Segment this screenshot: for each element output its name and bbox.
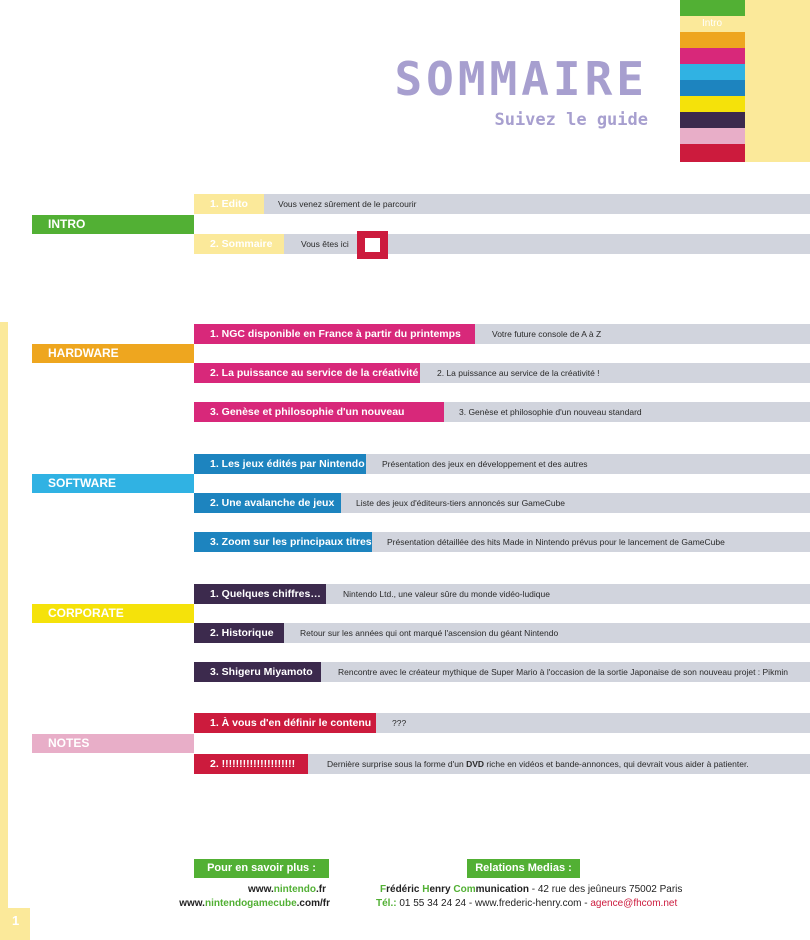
tab-software-2[interactable] [680,80,745,96]
email-link[interactable]: agence@fhcom.net [590,898,678,909]
intro-item-desc: Vous venez sûrement de le parcourir [278,199,417,209]
corporate-item-desc: Nintendo Ltd., une valeur sûre du monde vidéo-ludique [343,589,550,599]
intro-row-2[interactable] [194,234,810,254]
section-software[interactable]: SOFTWARE [32,474,194,493]
page-title: SOMMAIRE [394,52,648,106]
tab-fill [745,96,810,112]
hardware-item-label[interactable]: 3. Genèse et philosophie d'un nouveau standard [194,402,444,422]
tab-intro-fill [745,16,810,32]
notes-item-label[interactable]: 1. À vous d'en définir le contenu [194,713,376,733]
software-item-desc: Présentation des jeux en développement et des autres [382,459,588,469]
agency-address: Frédéric Henry Communication - 42 rue des jeûneurs 75002 Paris [380,884,683,895]
page-subtitle: Suivez le guide [494,110,648,130]
notes-row-1[interactable] [194,713,810,733]
corporate-row-2[interactable] [194,623,810,643]
agency-contact: Tél.: 01 55 34 24 24 - www.frederic-henry.com - agence@fhcom.net [376,898,678,909]
more-info-label: Pour en savoir plus : [194,859,329,878]
corporate-item-desc: Retour sur les années qui ont marqué l'ascension du géant Nintendo [300,628,559,638]
intro-item-label[interactable]: 1. Edito [194,194,264,214]
software-item-desc: Présentation détaillée des hits Made in Nintendo prévus pour le lancement de GameCube [387,537,725,547]
notes-item-desc: ??? [392,718,407,728]
tab-software[interactable] [680,64,745,80]
tab-1-fill [745,0,810,16]
page-number: 1 [0,908,30,940]
tab-hardware-2[interactable] [680,48,745,64]
nintendo-link[interactable]: www.nintendo.fr [248,884,326,895]
hardware-item-label[interactable]: 1. NGC disponible en France à partir du printemps 2002 [194,324,475,344]
software-row-2[interactable] [194,493,810,513]
media-relations-label: Relations Medias : [467,859,580,878]
software-item-label[interactable]: 1. Les jeux édités par Nintendo [194,454,366,474]
intro-item-label[interactable]: 2. Sommaire [194,234,284,254]
hardware-row-3[interactable] [194,402,810,438]
notes-row-2[interactable] [194,754,810,774]
corporate-item-label[interactable]: 1. Quelques chiffres… [194,584,326,604]
hardware-row-1[interactable] [194,324,810,360]
intro-item-desc: Vous êtes ici [301,239,349,249]
tab-hardware[interactable] [680,32,745,48]
gamecube-link[interactable]: www.nintendogamecube.com/fr [179,898,330,909]
corporate-row-3[interactable] [194,662,810,682]
software-item-label[interactable]: 3. Zoom sur les principaux titres [194,532,372,552]
tab-notes-2[interactable] [680,144,745,162]
tab-fill [745,128,810,144]
corporate-item-label[interactable]: 2. Historique [194,623,284,643]
you-are-here-marker [357,231,388,259]
tab-corporate-2[interactable] [680,112,745,128]
tab-fill [745,48,810,64]
software-item-label[interactable]: 2. Une avalanche de jeux [194,493,341,513]
hardware-row-2[interactable] [194,363,810,399]
software-item-desc: Liste des jeux d'éditeurs-tiers annoncés sur GameCube [356,498,566,508]
left-margin-bar [0,322,8,920]
tab-fill [745,32,810,48]
intro-row-1[interactable] [194,194,810,214]
software-row-3[interactable] [194,532,810,552]
corporate-row-1[interactable] [194,584,810,604]
tab-notes[interactable] [680,128,745,144]
tab-1[interactable] [680,0,745,16]
tab-corporate[interactable] [680,96,745,112]
hardware-item-label[interactable]: 2. La puissance au service de la créativité ! [194,363,420,383]
software-row-1[interactable] [194,454,810,474]
section-corporate[interactable]: CORPORATE [32,604,194,623]
section-hardware[interactable]: HARDWARE [32,344,194,363]
tab-intro[interactable]: Intro [680,16,745,32]
hardware-item-desc: 3. Genèse et philosophie d'un nouveau standard [459,407,642,417]
tab-fill [745,112,810,128]
section-notes[interactable]: NOTES [32,734,194,753]
tab-fill [745,80,810,96]
hardware-item-desc: 2. La puissance au service de la créativité ! [437,368,600,378]
corporate-item-label[interactable]: 3. Shigeru Miyamoto [194,662,321,682]
corporate-item-desc: Rencontre avec le créateur mythique de Super Mario à l'occasion de la sortie Japonaise de son nouveau projet : Pikmin [338,667,789,677]
section-intro[interactable]: INTRO [32,215,194,234]
notes-item-label[interactable]: 2. !!!!!!!!!!!!!!!!!!!!! [194,754,308,774]
notes-item-desc: Dernière surprise sous la forme d'un DVD riche en vidéos et bande-annonces, qui devrait vous aider à patienter. [327,759,749,769]
tab-fill [745,144,810,162]
hardware-item-desc: Votre future console de A à Z [492,329,602,339]
tab-fill [745,64,810,80]
